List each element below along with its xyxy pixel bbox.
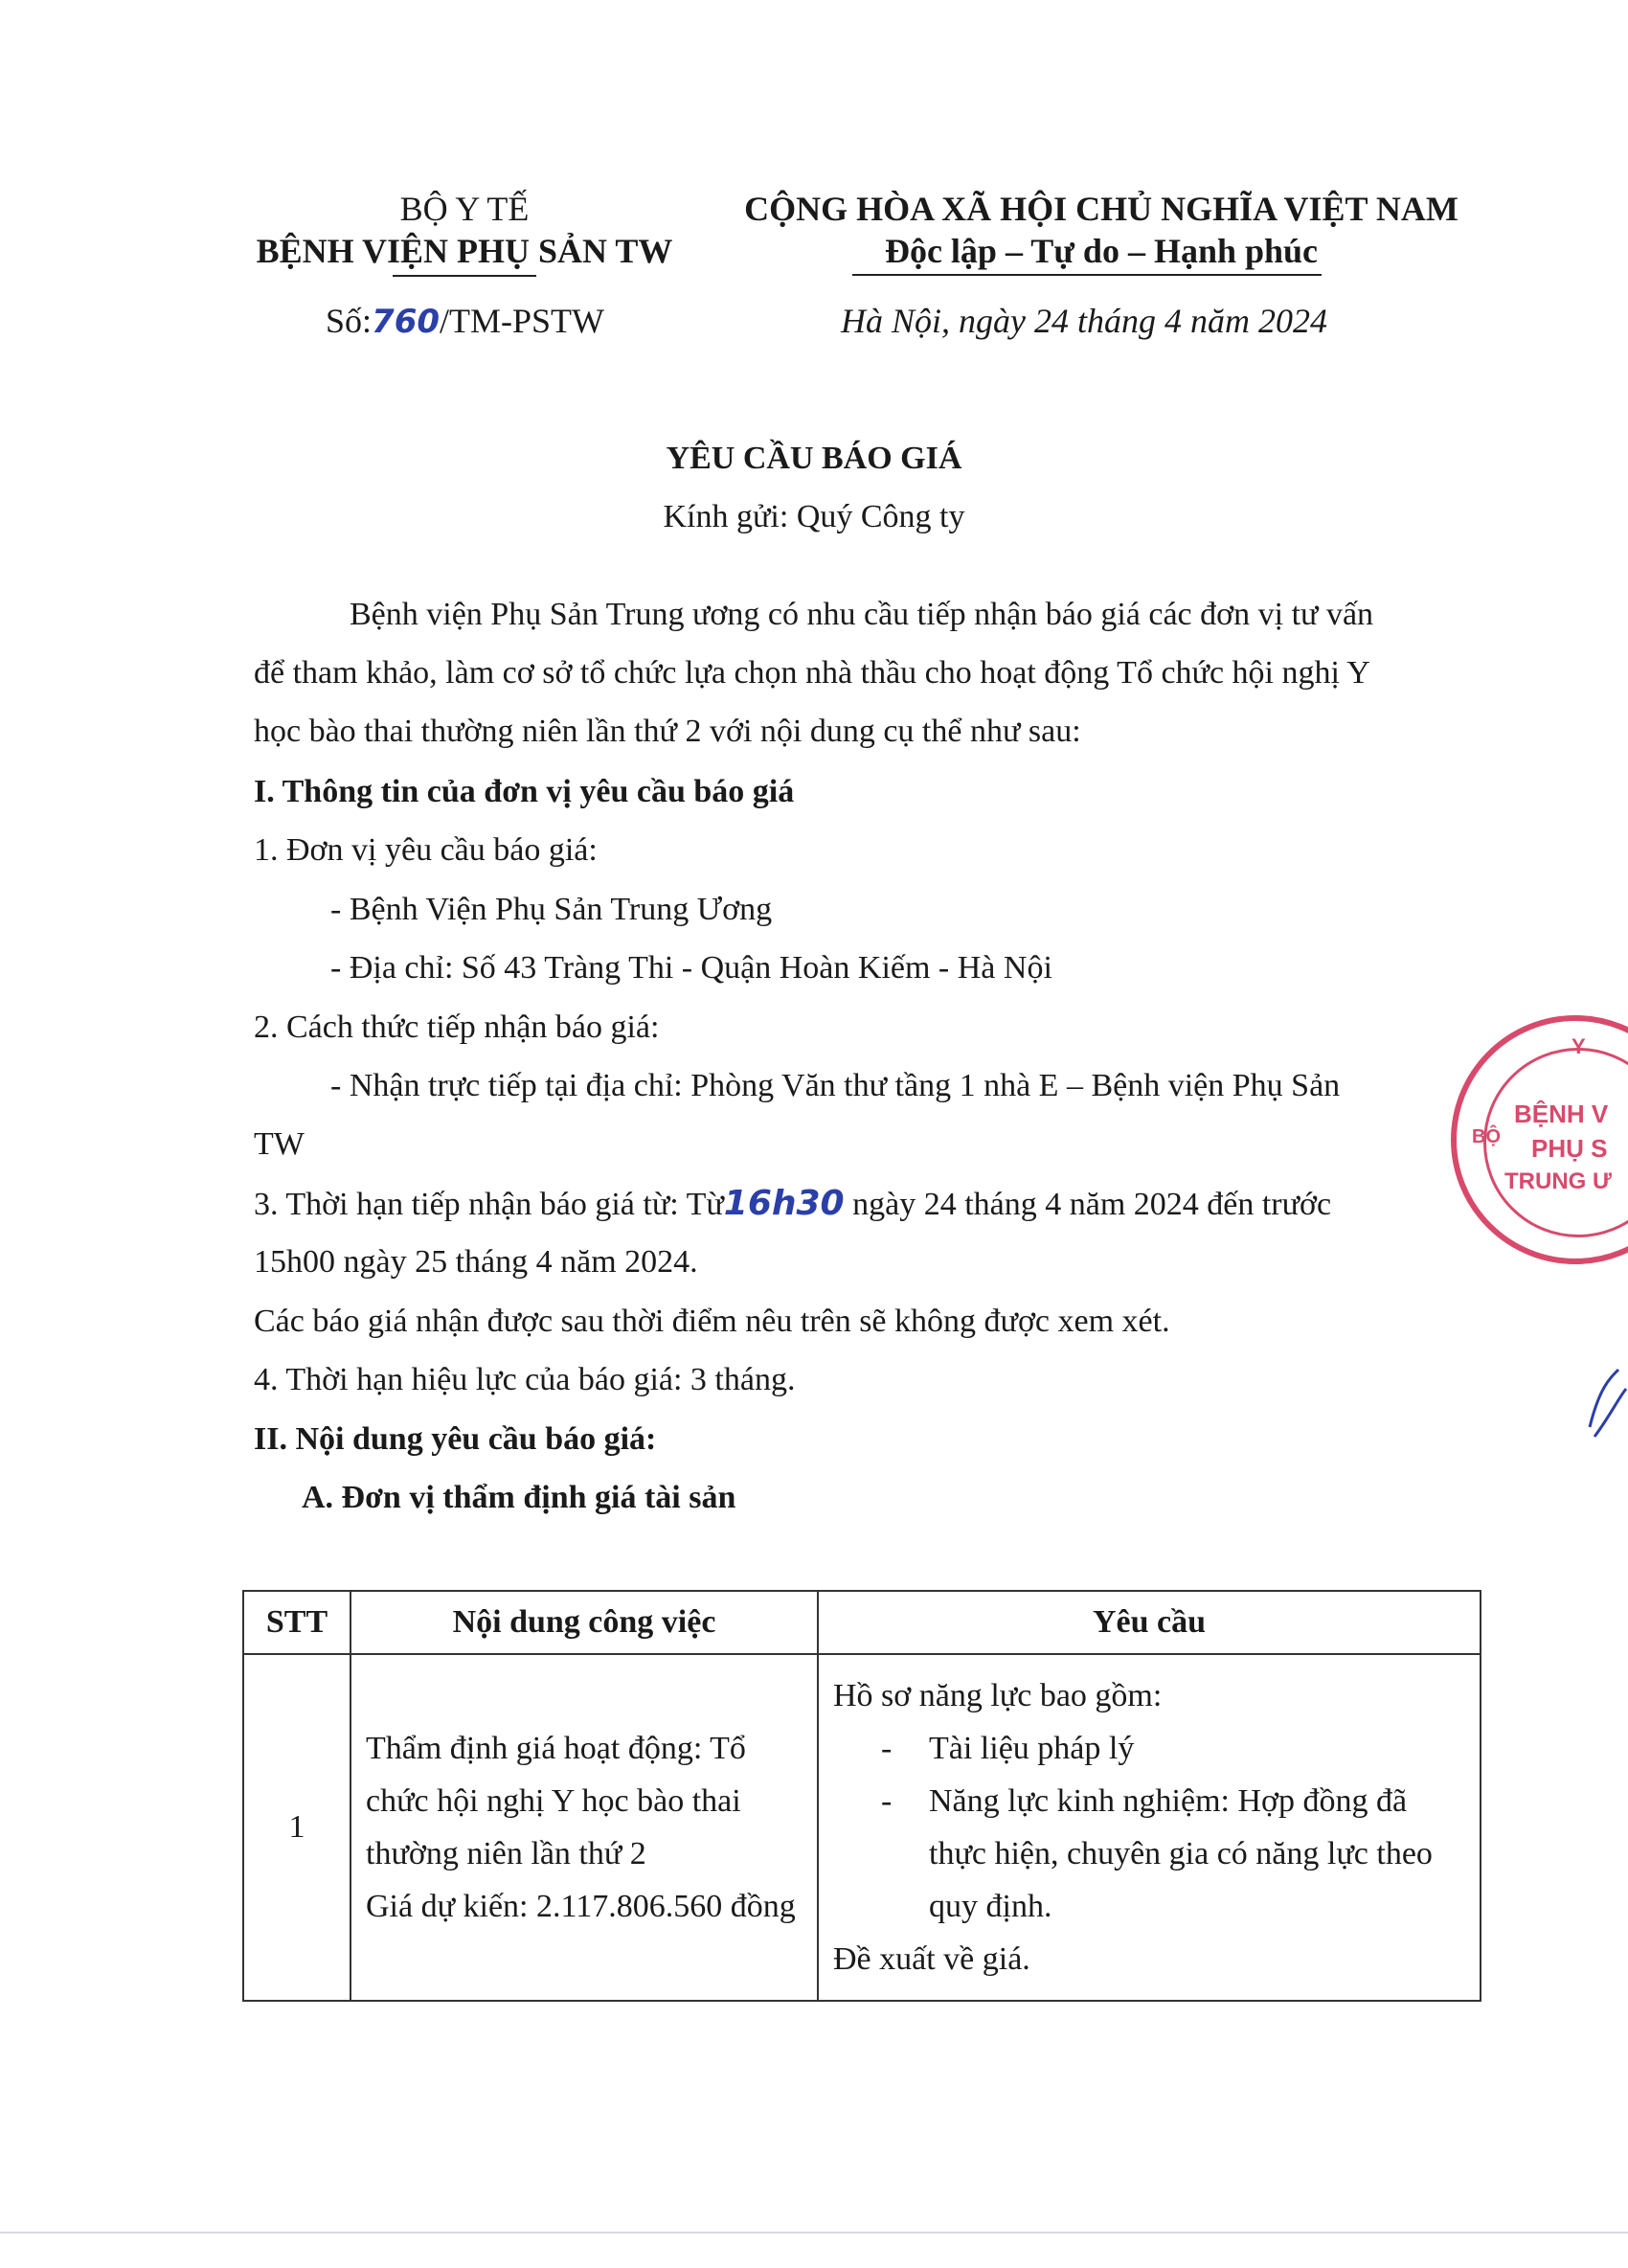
country-name: CỘNG HÒA XÃ HỘI CHỦ NGHĨA VIỆT NAM bbox=[744, 190, 1458, 228]
receiving-method: - Nhận trực tiếp tại địa chỉ: Phòng Văn thư tầng 1 nhà E – Bệnh viện Phụ Sản bbox=[330, 1068, 1341, 1103]
seal-line-3: TRUNG Ư bbox=[1504, 1168, 1612, 1194]
hospital-name: BỆNH VIỆN PHỤ SẢN TW bbox=[256, 232, 673, 270]
doc-no-handwritten: 760 bbox=[372, 303, 441, 341]
official-seal bbox=[1451, 1015, 1628, 1264]
motto: Độc lập – Tự do – Hạnh phúc bbox=[884, 232, 1319, 270]
intro-line-2: để tham khảo, làm cơ sở tổ chức lựa chọn nhà thầu cho hoạt động Tổ chức hội nghị Y bbox=[254, 655, 1370, 691]
table-header-row bbox=[243, 1591, 1481, 1654]
requester-name: - Bệnh Viện Phụ Sản Trung Ương bbox=[330, 892, 773, 927]
late-submission-note: Các báo giá nhận được sau thời điểm nêu trên sẽ không được xem xét. bbox=[254, 1304, 1170, 1339]
table-row bbox=[243, 1654, 1481, 2001]
seal-top-letter: Y bbox=[1571, 1034, 1586, 1058]
header-requirement: Yêu cầu bbox=[818, 1591, 1481, 1654]
header-stt: STT bbox=[243, 1591, 350, 1654]
row-content-cell bbox=[350, 1654, 818, 2001]
requirement-item-experience: - Năng lực kinh nghiệm: Hợp đồng đã thực hiện, chuyên gia có năng lực theo quy định. bbox=[833, 1775, 1465, 1933]
seal-line-1: BỆNH V bbox=[1514, 1100, 1609, 1128]
section-1-item-4: 4. Thời hạn hiệu lực của báo giá: 3 tháng. bbox=[254, 1362, 796, 1397]
recipient-line: Kính gửi: Quý Công ty bbox=[663, 499, 965, 534]
deadline-end: 15h00 ngày 25 tháng 4 năm 2024. bbox=[254, 1244, 698, 1280]
requirement-list bbox=[833, 1722, 1465, 1933]
requirement-intro: Hồ sơ năng lực bao gồm: bbox=[833, 1678, 1163, 1713]
requirement-item-legal: - Tài liệu pháp lý bbox=[833, 1722, 1465, 1775]
header-content: Nội dung công việc bbox=[350, 1591, 818, 1654]
row-content: Thẩm định giá hoạt động: Tổ chức hội nghị Y học bào thai thường niên lần thứ 2 bbox=[366, 1731, 746, 1871]
document-number bbox=[326, 302, 604, 341]
requester-address: - Địa chỉ: Số 43 Tràng Thi - Quận Hoàn Kiếm - Hà Nội bbox=[330, 950, 1052, 986]
deadline-handwritten-time: 16h30 bbox=[723, 1184, 845, 1223]
seal-line-2: PHỤ S bbox=[1531, 1134, 1608, 1163]
hospital-underline bbox=[393, 275, 536, 277]
row-stt: 1 bbox=[243, 1654, 350, 2001]
motto-underline bbox=[852, 274, 1322, 276]
section-1-heading: I. Thông tin của đơn vị yêu cầu báo giá bbox=[254, 774, 795, 809]
deadline-start-date: ngày 24 tháng 4 năm 2024 đến trước bbox=[852, 1187, 1332, 1222]
intro-line-1: Bệnh viện Phụ Sản Trung ương có nhu cầu tiếp nhận báo giá các đơn vị tư vấn bbox=[350, 597, 1374, 632]
section-1-item-3 bbox=[254, 1185, 1331, 1224]
section-1-item-1: 1. Đơn vị yêu cầu báo giá: bbox=[254, 832, 598, 868]
requirement-end: Đề xuất về giá. bbox=[833, 1941, 1030, 1977]
requirements-table bbox=[242, 1590, 1481, 2002]
date-line: Hà Nội, ngày 24 tháng 4 năm 2024 bbox=[841, 302, 1327, 340]
document-title: YÊU CẦU BÁO GIÁ bbox=[666, 441, 962, 476]
doc-no-suffix: /TM-PSTW bbox=[440, 302, 605, 340]
doc-no-prefix: Số: bbox=[326, 302, 373, 340]
row-requirement-cell bbox=[818, 1654, 1481, 2001]
intro-line-3: học bào thai thường niên lần thứ 2 với nội dung cụ thể như sau: bbox=[254, 714, 1081, 749]
scan-edge-line bbox=[0, 2232, 1628, 2234]
section-2-heading: II. Nội dung yêu cầu báo giá: bbox=[254, 1421, 657, 1457]
receiving-method-cont: TW bbox=[254, 1126, 305, 1162]
seal-side-text: BỘ bbox=[1472, 1126, 1501, 1147]
section-1-item-2: 2. Cách thức tiếp nhận báo giá: bbox=[254, 1009, 660, 1045]
section-2-subheading-a: A. Đơn vị thẩm định giá tài sản bbox=[302, 1480, 736, 1515]
signature-fragment bbox=[1580, 1360, 1628, 1446]
row-estimated-price: Giá dự kiến: 2.117.806.560 đồng bbox=[366, 1889, 796, 1924]
deadline-start-label: 3. Thời hạn tiếp nhận báo giá từ: Từ bbox=[254, 1187, 724, 1222]
ministry-name: BỘ Y TẾ bbox=[399, 190, 530, 228]
